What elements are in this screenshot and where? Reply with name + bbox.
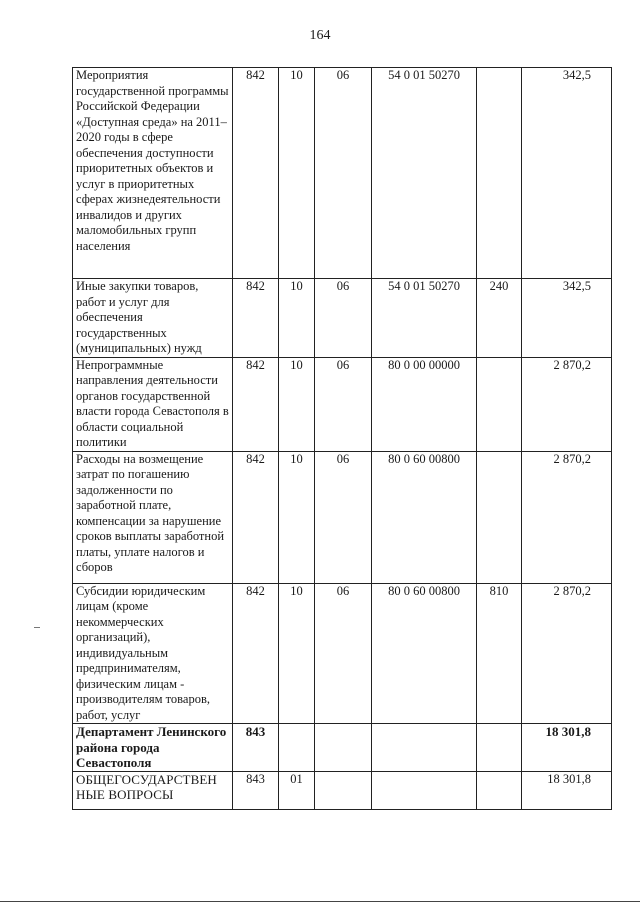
table-row	[73, 357, 612, 451]
row-section: 10	[279, 357, 315, 451]
table-row	[73, 583, 612, 724]
row-amount: 342,5	[522, 68, 612, 279]
row-type	[477, 68, 522, 279]
row-subsection: 06	[315, 357, 372, 451]
row-subsection: 06	[315, 583, 372, 724]
row-amount: 2 870,2	[522, 451, 612, 583]
row-section: 10	[279, 451, 315, 583]
row-type: 240	[477, 279, 522, 358]
budget-table-container	[72, 67, 612, 810]
row-name: Мероприятия государственной программы Российской Федерации «Доступная среда» на 2011–2020 годы в сфере обеспечения доступности приоритетных объектов и услуг в приоритетных сферах жизнедеятельности инвалидов и других маломобильных групп населения	[73, 68, 233, 279]
page-number: 164	[309, 28, 331, 43]
row-amount: 2 870,2	[522, 583, 612, 724]
budget-table	[72, 67, 612, 810]
row-type	[477, 771, 522, 809]
row-name: Иные закупки товаров, работ и услуг для обеспечения государственных (муниципальных) нужд	[73, 279, 233, 358]
row-code: 842	[233, 68, 279, 279]
row-section: 01	[279, 771, 315, 809]
row-name: Субсидии юридическим лицам (кроме некоммерческих организаций), индивидуальным предпринимателям, физическим лицам - производителям товаров, работ, услуг	[73, 583, 233, 724]
row-section: 10	[279, 68, 315, 279]
row-code: 843	[233, 771, 279, 809]
row-code: 842	[233, 357, 279, 451]
row-target: 80 0 60 00800	[372, 451, 477, 583]
row-amount: 342,5	[522, 279, 612, 358]
row-section: 10	[279, 583, 315, 724]
table-row	[73, 724, 612, 772]
row-subsection: 06	[315, 451, 372, 583]
row-code: 842	[233, 279, 279, 358]
table-row	[73, 771, 612, 809]
row-section	[279, 724, 315, 772]
margin-mark	[34, 627, 40, 628]
row-target	[372, 724, 477, 772]
row-amount: 18 301,8	[522, 771, 612, 809]
table-row	[73, 279, 612, 358]
bottom-edge-line	[0, 901, 640, 902]
row-section: 10	[279, 279, 315, 358]
row-target: 54 0 01 50270	[372, 279, 477, 358]
row-target: 80 0 60 00800	[372, 583, 477, 724]
row-subsection: 06	[315, 279, 372, 358]
row-target	[372, 771, 477, 809]
row-type	[477, 724, 522, 772]
row-code: 842	[233, 583, 279, 724]
row-target: 80 0 00 00000	[372, 357, 477, 451]
row-name: ОБЩЕГОСУДАРСТВЕН НЫЕ ВОПРОСЫ	[73, 771, 233, 809]
row-code: 842	[233, 451, 279, 583]
table-row	[73, 451, 612, 583]
row-subsection	[315, 771, 372, 809]
row-name: Расходы на возмещение затрат по погашению задолженности по заработной плате, компенсации за нарушение сроков выплаты заработной платы, уплате налогов и сборов	[73, 451, 233, 583]
row-type: 810	[477, 583, 522, 724]
row-amount: 2 870,2	[522, 357, 612, 451]
row-type	[477, 357, 522, 451]
row-target: 54 0 01 50270	[372, 68, 477, 279]
row-subsection	[315, 724, 372, 772]
row-code: 843	[233, 724, 279, 772]
row-name: Департамент Ленинского района города Севастополя	[73, 724, 233, 772]
row-amount: 18 301,8	[522, 724, 612, 772]
row-name: Непрограммные направления деятельности органов государственной власти города Севастополя в области социальной политики	[73, 357, 233, 451]
table-row	[73, 68, 612, 279]
row-subsection: 06	[315, 68, 372, 279]
row-type	[477, 451, 522, 583]
